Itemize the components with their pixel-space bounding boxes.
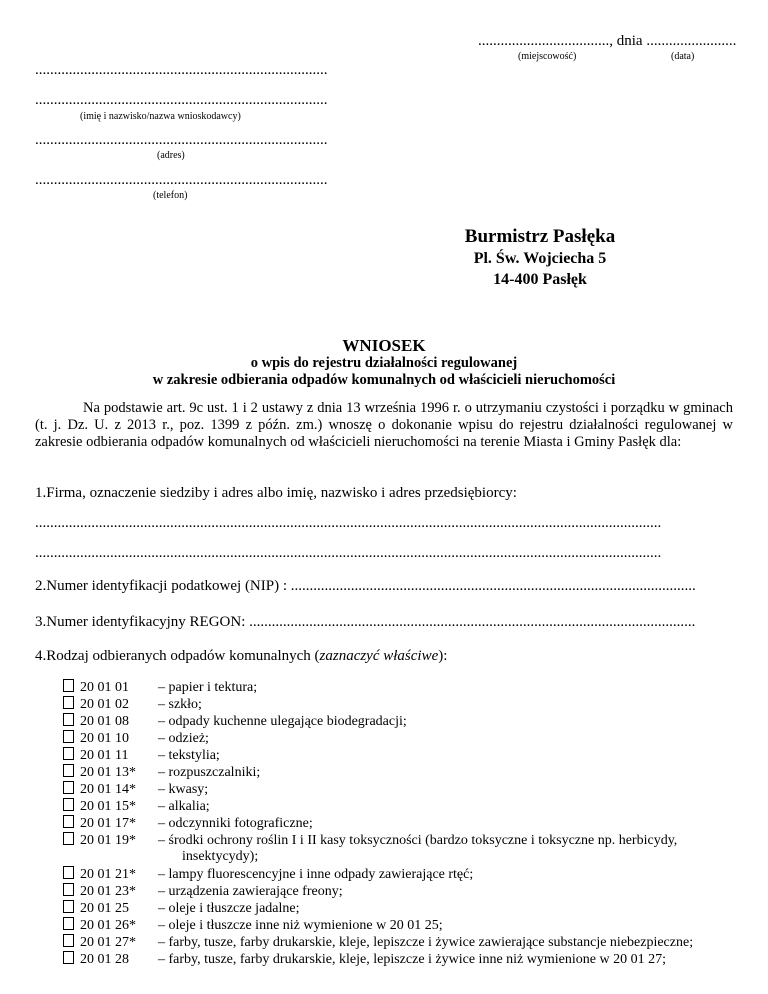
waste-item <box>63 883 343 900</box>
waste-item <box>63 934 693 951</box>
waste-code: 20 01 28 <box>80 952 129 967</box>
address-label: (adres) <box>157 150 185 161</box>
waste-item <box>63 696 202 713</box>
waste-item <box>63 713 407 730</box>
place-label: (miejscowość) <box>518 51 577 62</box>
waste-item <box>63 730 209 747</box>
waste-item <box>63 866 473 883</box>
waste-item <box>63 815 313 832</box>
applicant-name-label: (imię i nazwisko/nazwa wnioskodawcy) <box>80 111 241 122</box>
question-4-label <box>35 648 447 665</box>
waste-desc: – oleje i tłuszcze inne niż wymienione w 20 01 25; <box>158 918 443 933</box>
waste-code: 20 01 02 <box>80 697 129 712</box>
question-1-line-1[interactable]: ....................................................................................................................................................................... <box>35 515 662 531</box>
question-4-prefix: 4.Rodzaj odbieranych odpadów komunalnych ( <box>35 648 320 664</box>
question-1-line-2[interactable]: ....................................................................................................................................................................... <box>35 545 662 561</box>
checkbox[interactable] <box>63 730 74 743</box>
recipient-street: Pl. Św. Wojciecha 5 <box>473 250 607 267</box>
waste-code: 20 01 15* <box>80 799 136 814</box>
waste-desc-continuation: insektycydy); <box>182 849 259 864</box>
intro-paragraph: Na podstawie art. 9c ust. 1 i 2 ustawy z dnia 13 września 1996 r. o utrzymaniu czystości i porządku w gminach (t. j. Dz. U. z 2013 r., poz. 1399 z późn. zm.) wnoszę o dokonanie wpisu do rejestru działalności regulowanej w zakresie odbierania odpadów komunalnych od właścicieli nieruchomości na terenie Miasta i Gminy Pasłęk dla: <box>35 400 733 450</box>
nip-field[interactable]: 2.Numer identyfikacji podatkowej (NIP) : ............................................................................................................ <box>35 578 696 594</box>
applicant-line-2[interactable]: .............................................................................. <box>35 92 328 108</box>
document-title: WNIOSEK <box>342 336 426 355</box>
checkbox[interactable] <box>63 764 74 777</box>
question-1-label: 1.Firma, oznaczenie siedziby i adres albo imię, nazwisko i adres przedsiębiorcy: <box>35 485 517 501</box>
document-subtitle-1: o wpis do rejestru działalności regulowanej <box>250 355 518 371</box>
waste-item <box>63 781 208 798</box>
waste-item <box>63 798 210 815</box>
applicant-line-1[interactable]: .............................................................................. <box>35 62 328 78</box>
waste-desc: – odczynniki fotograficzne; <box>158 816 313 831</box>
checkbox[interactable] <box>63 866 74 879</box>
waste-code: 20 01 08 <box>80 714 129 729</box>
checkbox[interactable] <box>63 696 74 709</box>
waste-item <box>63 917 443 934</box>
waste-desc: – papier i tektura; <box>158 680 258 695</box>
question-4-suffix: ): <box>438 648 448 664</box>
waste-code: 20 01 11 <box>80 748 129 763</box>
waste-desc: – odzież; <box>158 731 209 746</box>
checkbox[interactable] <box>63 917 74 930</box>
recipient-title: Burmistrz Pasłęka <box>464 226 616 247</box>
checkbox[interactable] <box>63 883 74 896</box>
waste-code: 20 01 23* <box>80 884 136 899</box>
waste-code: 20 01 13* <box>80 765 136 780</box>
checkbox[interactable] <box>63 713 74 726</box>
waste-desc: – tekstylia; <box>158 748 220 763</box>
checkbox[interactable] <box>63 781 74 794</box>
checkbox[interactable] <box>63 832 74 845</box>
waste-code: 20 01 25 <box>80 901 129 916</box>
waste-desc: – szkło; <box>158 697 202 712</box>
waste-desc: – środki ochrony roślin I i II kasy toksyczności (bardzo toksyczne i toksyczne np. herbicydy, <box>158 833 678 848</box>
regon-field[interactable]: 3.Numer identyfikacyjny REGON: ....................................................................................................................... <box>35 614 696 630</box>
waste-desc: – rozpuszczalniki; <box>158 765 261 780</box>
waste-item <box>63 764 260 781</box>
waste-code: 20 01 10 <box>80 731 129 746</box>
waste-item <box>63 900 300 917</box>
question-4-hint: zaznaczyć właściwe <box>319 648 439 664</box>
waste-item <box>63 679 257 696</box>
waste-desc: – oleje i tłuszcze jadalne; <box>158 901 300 916</box>
waste-desc: – alkalia; <box>158 799 210 814</box>
waste-desc: – farby, tusze, farby drukarskie, kleje, lepiszcze i żywice zawierające substancje niebezpieczne; <box>158 935 694 950</box>
checkbox[interactable] <box>63 900 74 913</box>
waste-item <box>63 832 677 849</box>
checkbox[interactable] <box>63 798 74 811</box>
waste-desc: – kwasy; <box>158 782 209 797</box>
waste-code: 20 01 14* <box>80 782 136 797</box>
waste-desc: – farby, tusze, farby drukarskie, kleje, lepiszcze i żywice inne niż wymienione w 20 01 27; <box>158 952 666 967</box>
waste-code: 20 01 19* <box>80 833 136 848</box>
applicant-phone-line[interactable]: .............................................................................. <box>35 172 328 188</box>
applicant-address-line[interactable]: .............................................................................. <box>35 132 328 148</box>
waste-code: 20 01 21* <box>80 867 136 882</box>
waste-desc: – lampy fluorescencyjne i inne odpady zawierające rtęć; <box>158 867 474 882</box>
waste-code: 20 01 27* <box>80 935 136 950</box>
checkbox[interactable] <box>63 815 74 828</box>
waste-code: 20 01 01 <box>80 680 129 695</box>
waste-item <box>63 747 220 764</box>
waste-item <box>63 951 666 968</box>
waste-desc: – urządzenia zawierające freony; <box>158 884 343 899</box>
checkbox[interactable] <box>63 679 74 692</box>
place-date-line[interactable]: ..................................., dnia ........................ <box>478 33 737 49</box>
document-subtitle-2: w zakresie odbierania odpadów komunalnych od właścicieli nieruchomości <box>152 372 616 388</box>
checkbox[interactable] <box>63 747 74 760</box>
date-label: (data) <box>671 51 695 62</box>
waste-desc: – odpady kuchenne ulegające biodegradacji; <box>158 714 407 729</box>
phone-label: (telefon) <box>153 190 188 201</box>
checkbox[interactable] <box>63 951 74 964</box>
waste-code: 20 01 26* <box>80 918 136 933</box>
waste-code: 20 01 17* <box>80 816 136 831</box>
checkbox[interactable] <box>63 934 74 947</box>
recipient-city: 14-400 Pasłęk <box>493 271 587 288</box>
